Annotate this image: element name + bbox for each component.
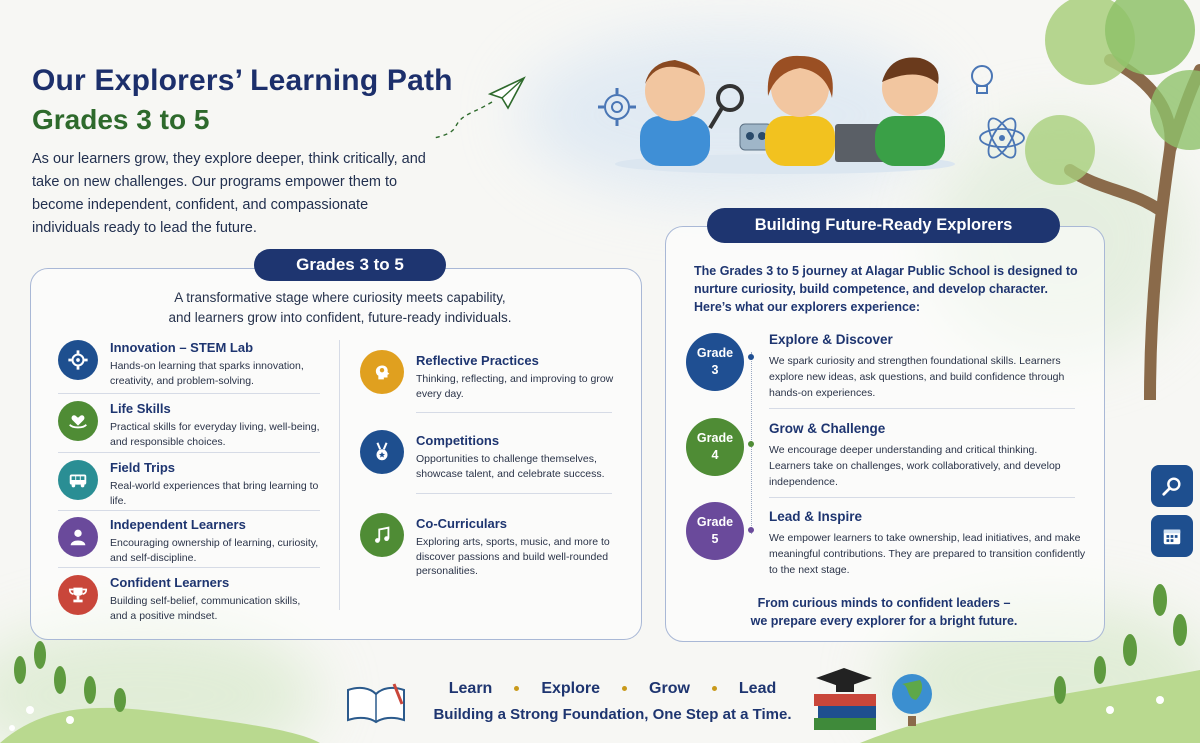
feature-desc: Real-world experiences that bring learning to life. xyxy=(110,480,319,507)
bus-icon xyxy=(58,460,98,500)
separator-dot xyxy=(622,686,627,691)
panel-description-line1: A transformative stage where curiosity meets capability, xyxy=(174,290,506,305)
music-note-icon xyxy=(360,513,404,557)
divider xyxy=(769,408,1075,409)
footer-word-grow: Grow xyxy=(649,680,690,697)
feature-title: Competitions xyxy=(416,433,500,448)
grass-plants-left xyxy=(0,600,320,743)
divider xyxy=(58,452,320,453)
future-ready-intro: The Grades 3 to 5 journey at Alagar Public School is designed to nurture curiosity, build competence, and develop character. Here’s what our explorers experience: xyxy=(694,264,1078,314)
stage-desc: We encourage deeper understanding and critical thinking. Learners take on challenges, work collaboratively, and develop independence. xyxy=(769,444,1061,488)
divider xyxy=(58,510,320,511)
lightbulb-icon xyxy=(962,58,1002,102)
feature-item-co-curriculars xyxy=(360,513,622,579)
books-globe-icon xyxy=(806,664,936,734)
feature-title: Innovation – STEM Lab xyxy=(110,340,254,355)
feature-title: Field Trips xyxy=(110,460,176,475)
feature-desc: Thinking, reflecting, and improving to grow every day. xyxy=(416,373,614,400)
feature-desc: Hands-on learning that sparks innovation, creativity, and problem-solving. xyxy=(110,360,304,387)
grade-4-circle xyxy=(686,418,744,476)
feature-item-competitions xyxy=(360,430,618,481)
feature-item-reflective xyxy=(360,350,618,401)
footer-values xyxy=(430,680,795,698)
stage-grow xyxy=(769,421,1079,490)
page-title: Our Explorers’ Learning Path xyxy=(32,64,453,97)
footer-word-learn: Learn xyxy=(448,680,493,697)
separator-dot xyxy=(514,686,519,691)
medal-icon xyxy=(360,430,404,474)
calendar-button[interactable] xyxy=(1151,515,1193,557)
panel-description xyxy=(100,288,580,328)
search-button[interactable] xyxy=(1151,465,1193,507)
stage-title: Grow & Challenge xyxy=(769,421,886,436)
heart-hands-icon xyxy=(58,401,98,441)
calendar-icon xyxy=(1161,525,1183,547)
feature-desc: Opportunities to challenge themselves, showcase talent, and celebrate success. xyxy=(416,453,605,480)
timeline-dot xyxy=(748,441,754,447)
column-divider xyxy=(339,340,340,610)
footer-word-explore: Explore xyxy=(541,680,601,697)
timeline-dot xyxy=(748,354,754,360)
feature-title: Independent Learners xyxy=(110,517,246,532)
feature-item-stem-lab xyxy=(58,340,320,388)
footer-tagline: Building a Strong Foundation, One Step at a Time. xyxy=(433,706,792,723)
grades-badge: Grades 3 to 5 xyxy=(254,249,446,281)
grade-number: 3 xyxy=(711,363,719,377)
divider xyxy=(58,567,320,568)
open-book-icon xyxy=(344,682,408,726)
feature-item-field-trips xyxy=(58,460,320,508)
grade-number: 4 xyxy=(711,448,719,462)
stage-explore xyxy=(769,332,1079,401)
grade-5-circle xyxy=(686,502,744,560)
divider xyxy=(416,493,612,494)
feature-title: Reflective Practices xyxy=(416,353,539,368)
gear-icon xyxy=(58,340,98,380)
footer-word-lead: Lead xyxy=(738,680,777,697)
person-icon xyxy=(58,517,98,557)
reflect-head-icon xyxy=(360,350,404,394)
grade-word: Grade xyxy=(696,515,734,529)
grade-word: Grade xyxy=(696,431,734,445)
feature-title: Co-Curriculars xyxy=(416,516,508,531)
divider xyxy=(769,497,1075,498)
gear-doodle-icon xyxy=(592,82,642,132)
stage-title: Explore & Discover xyxy=(769,332,893,347)
intro-paragraph: As our learners grow, they explore deeper, think critically, and take on new challenges. Our programs empower them to become independent, confident, and compassionate individuals ready to lead the future. xyxy=(32,151,426,236)
children-learning-illustration xyxy=(600,36,970,176)
feature-desc: Building self-belief, communication skills, and a positive mindset. xyxy=(110,595,301,622)
separator-dot xyxy=(712,686,717,691)
feature-desc: Exploring arts, sports, music, and more to discover passions and build well-rounded personalities. xyxy=(416,536,610,577)
feature-item-independent xyxy=(58,517,320,565)
grade-number: 5 xyxy=(711,532,719,546)
closing-line1: From curious minds to confident leaders – xyxy=(757,596,1011,610)
paper-plane-icon xyxy=(432,74,528,144)
page-subtitle: Grades 3 to 5 xyxy=(32,104,210,135)
stage-desc: We spark curiosity and strengthen foundational skills. Learners explore new ideas, ask questions, and build confidence through hands-on experiences. xyxy=(769,355,1065,399)
grade-word: Grade xyxy=(696,346,734,360)
closing-line2: we prepare every explorer for a bright future. xyxy=(750,614,1018,628)
stage-desc: We empower learners to take ownership, lead initiatives, and make meaningful contributions. They are prepared to transition confidently to the next stage. xyxy=(769,532,1086,576)
feature-title: Life Skills xyxy=(110,401,171,416)
stage-title: Lead & Inspire xyxy=(769,509,863,524)
feature-title: Confident Learners xyxy=(110,575,230,590)
feature-item-life-skills xyxy=(58,401,320,449)
panel-description-line2: and learners grow into confident, future-ready individuals. xyxy=(168,310,512,325)
future-ready-badge: Building Future-Ready Explorers xyxy=(707,208,1060,243)
search-icon xyxy=(1161,475,1183,497)
divider xyxy=(416,412,612,413)
timeline-dot xyxy=(748,527,754,533)
feature-desc: Encouraging ownership of learning, curiosity, and self-discipline. xyxy=(110,537,319,564)
divider xyxy=(58,393,320,394)
grade-3-circle xyxy=(686,333,744,391)
feature-desc: Practical skills for everyday living, well-being, and responsible choices. xyxy=(110,421,320,448)
